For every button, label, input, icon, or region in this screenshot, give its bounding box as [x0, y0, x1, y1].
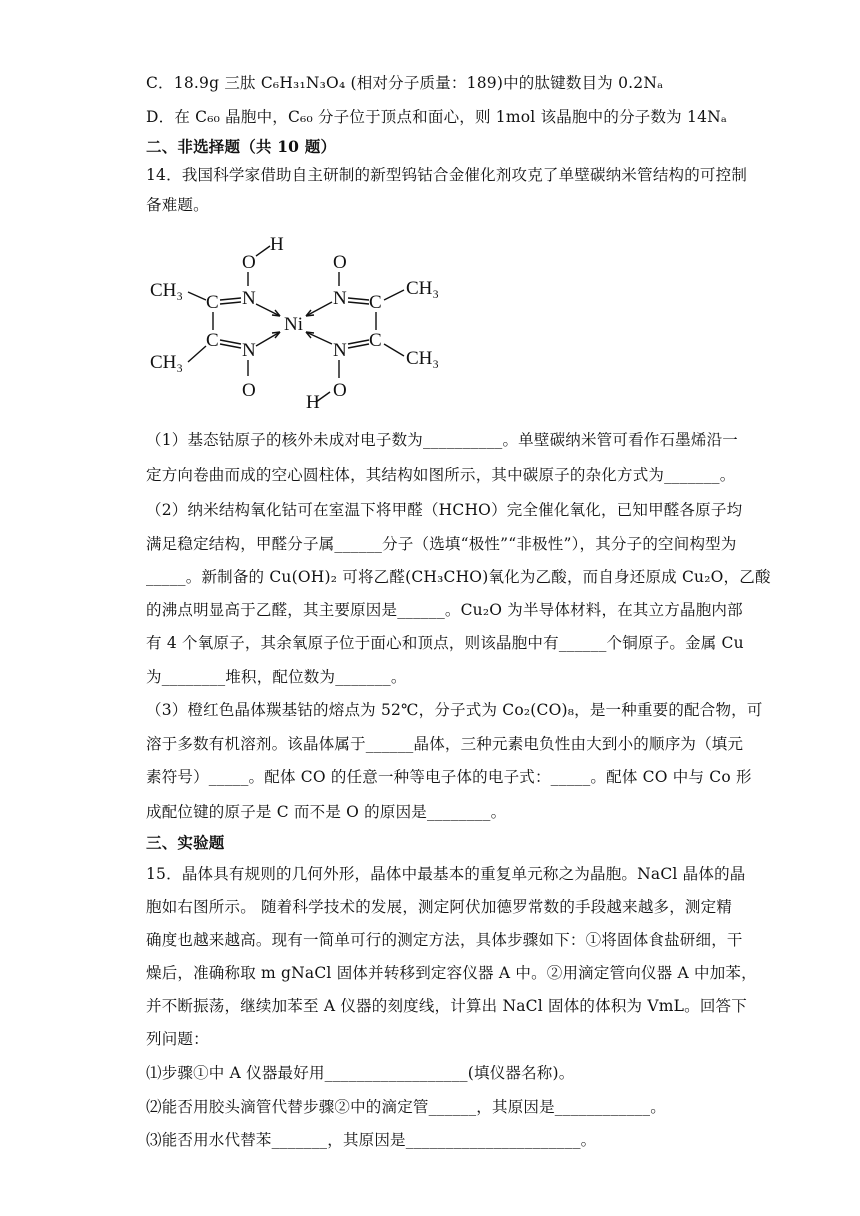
text-line: （3）橙红色晶体羰基钴的熔点为 52℃，分子式为 Co₂(CO)₈，是一种重要的配合物，可	[146, 701, 763, 719]
text-line: ⑶能否用水代替苯_______，其原因是______________________。	[146, 1131, 597, 1149]
n-top-right: N	[333, 288, 347, 309]
nickel-dimethylglyoxime-structure	[140, 228, 460, 418]
text-line: 定方向卷曲而成的空心圆柱体，其结构如图所示，其中碳原子的杂化方式为_______。	[146, 466, 736, 484]
text-line: 备难题。	[146, 196, 209, 214]
c-bottom-left: C	[206, 330, 219, 351]
section-heading: 二、非选择题（共 10 题）	[146, 137, 337, 156]
nickel-atom: Ni	[284, 314, 303, 335]
o-bottom-right: O	[333, 380, 347, 401]
c-top-right: C	[369, 292, 382, 313]
n-top-left: N	[242, 288, 256, 309]
text-line: 的沸点明显高于乙醛，其主要原因是______。Cu₂O 为半导体材料，在其立方晶胞内部	[146, 601, 743, 619]
ch3-top-right: CH₃	[406, 278, 440, 299]
text-line: 列问题：	[146, 1030, 209, 1048]
ch3-bottom-right: CH₃	[406, 348, 440, 369]
text-line: （1）基态钴原子的核外未成对电子数为__________。单壁碳纳米管可看作石墨烯沿一	[146, 431, 738, 449]
text-line: （2）纳米结构氧化钴可在室温下将甲醛（HCHO）完全催化氧化，已知甲醛各原子均	[146, 501, 743, 519]
h-top: H	[270, 234, 284, 255]
ch3-bottom-left: CH₃	[150, 352, 184, 373]
text-line: 14．我国科学家借助自主研制的新型钨钴合金催化剂攻克了单壁碳纳米管结构的可控制	[146, 166, 748, 184]
n-bottom-left: N	[242, 340, 256, 361]
text-line: ⑴步骤①中 A 仪器最好用__________________(填仪器名称)。	[146, 1064, 575, 1082]
h-bottom: H	[306, 392, 320, 413]
o-top-right: O	[333, 252, 347, 273]
text-line: 并不断振荡，继续加苯至 A 仪器的刻度线，计算出 NaCl 固体的体积为 VmL。回答下	[146, 997, 747, 1015]
n-bottom-right: N	[333, 340, 347, 361]
c-bottom-right: C	[369, 330, 382, 351]
text-line: 胞如右图所示。 随着科学技术的发展，测定阿伏加德罗常数的手段越来越多，测定精	[146, 898, 733, 916]
o-bottom-left: O	[242, 380, 256, 401]
text-line: 为________堆积，配位数为_______。	[146, 668, 407, 686]
text-line: _____。新制备的 Cu(OH)₂ 可将乙醛(CH₃CHO)氧化为乙酸，而自身还原成 Cu₂O，乙酸	[146, 568, 771, 586]
text-line: 满足稳定结构，甲醛分子属______分子（选填“极性”“非极性”），其分子的空间构型为	[146, 535, 737, 553]
c-top-left: C	[206, 292, 219, 313]
text-line: ⑵能否用胶头滴管代替步骤②中的滴定管______，其原因是____________。	[146, 1098, 666, 1116]
section-heading: 三、实验题	[146, 833, 225, 852]
text-line: C．18.9g 三肽 C₆H₃₁N₃O₄ (相对分子质量：189)中的肽键数目为 0.2Nₐ	[146, 74, 664, 92]
text-line: 15．晶体具有规则的几何外形，晶体中最基本的重复单元称之为晶胞。NaCl 晶体的晶	[146, 865, 746, 883]
o-top-left: O	[242, 252, 256, 273]
text-line: 燥后，准确称取 m gNaCl 固体并转移到定容仪器 A 中。②用滴定管向仪器 A 中加苯，	[146, 964, 757, 982]
text-line: D．在 C₆₀ 晶胞中，C₆₀ 分子位于顶点和面心，则 1mol 该晶胞中的分子数为 14Nₐ	[146, 108, 728, 126]
text-line: 有 4 个氧原子，其余氧原子位于面心和顶点，则该晶胞中有______个铜原子。金属 Cu	[146, 634, 744, 652]
ch3-top-left: CH₃	[150, 280, 184, 301]
text-line: 成配位键的原子是 C 而不是 O 的原因是________。	[146, 803, 507, 821]
text-line: 确度也越来越高。现有一简单可行的测定方法，具体步骤如下：①将固体食盐研细，干	[146, 931, 743, 949]
text-line: 素符号）_____。配体 CO 的任意一种等电子体的电子式：_____。配体 CO 中与 Co 形	[146, 768, 752, 786]
text-line: 溶于多数有机溶剂。该晶体属于______晶体，三种元素电负性由大到小的顺序为（填元	[146, 735, 744, 753]
